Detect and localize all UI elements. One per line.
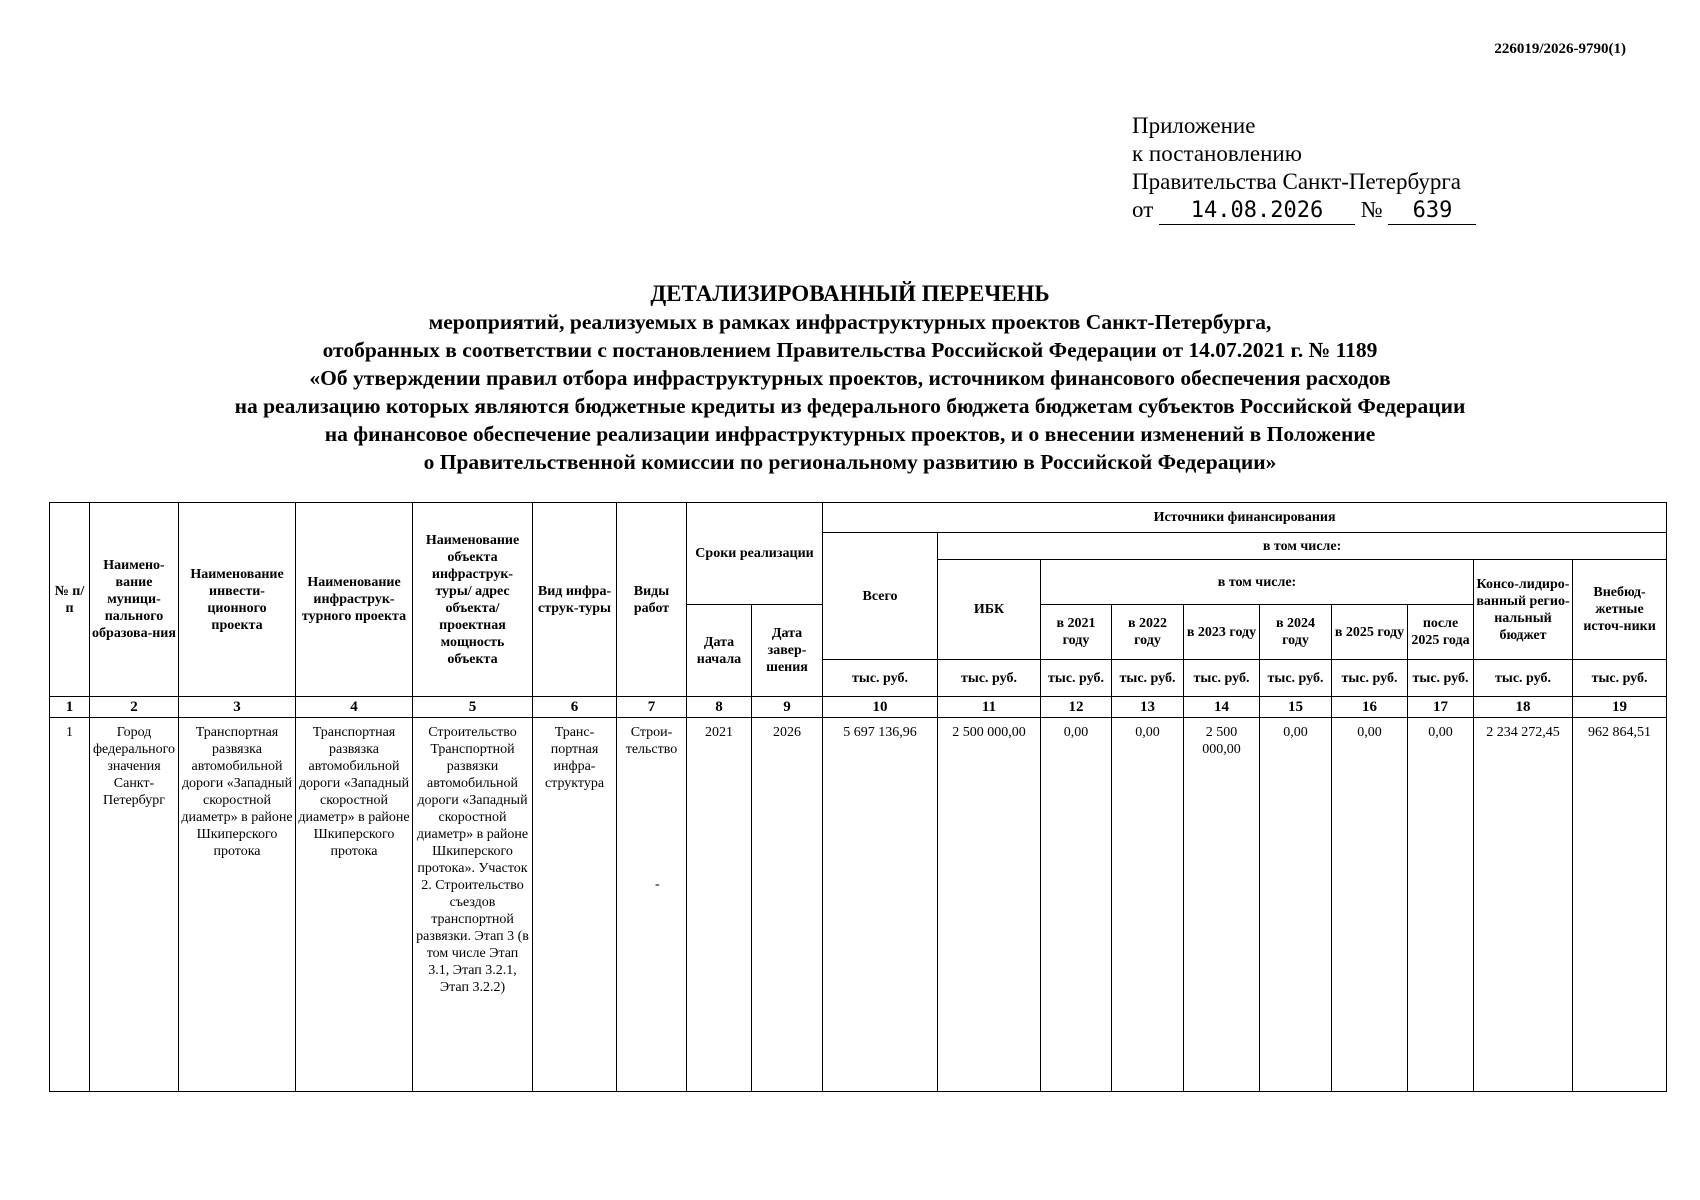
column-number: 9	[752, 697, 823, 718]
stray-mark: -	[655, 877, 660, 892]
unit-cell: тыс. руб.	[1112, 660, 1184, 697]
header-after-2025: после 2025 года	[1408, 605, 1474, 660]
cell-work-types: Строи-тельство	[617, 718, 687, 1092]
header-infra-project: Наименование инфраструк-турного проекта	[296, 503, 413, 697]
column-number: 6	[533, 697, 617, 718]
cell-extrabudget: 962 864,51	[1573, 718, 1667, 1092]
unit-cell: тыс. руб.	[823, 660, 938, 697]
column-number: 17	[1408, 697, 1474, 718]
column-number: 18	[1474, 697, 1573, 718]
header-year-2021: в 2021 году	[1041, 605, 1112, 660]
header-total: Всего	[823, 533, 938, 660]
document-registration-number: 226019/2026-9790(1)	[1494, 41, 1626, 57]
unit-cell: тыс. руб.	[938, 660, 1041, 697]
column-number: 5	[413, 697, 533, 718]
cell-consolidated: 2 234 272,45	[1474, 718, 1573, 1092]
header-including: в том числе:	[938, 533, 1667, 560]
header-extrabudget: Внебюд-жетные источ-ники	[1573, 560, 1667, 660]
appendix-date-line	[1132, 196, 1476, 225]
unit-cell: тыс. руб.	[1408, 660, 1474, 697]
column-number: 3	[179, 697, 296, 718]
column-number: 15	[1260, 697, 1332, 718]
header-start-date: Дата начала	[687, 605, 752, 697]
heading-line-1: мероприятий, реализуемых в рамках инфраструктурных проектов Санкт-Петербурга,	[428, 310, 1272, 334]
resolution-date: 14.08.2026	[1159, 198, 1355, 225]
cell-year-2025: 0,00	[1332, 718, 1408, 1092]
unit-cell: тыс. руб.	[1041, 660, 1112, 697]
cell-year-2022: 0,00	[1112, 718, 1184, 1092]
header-year-2024: в 2024 году	[1260, 605, 1332, 660]
document-heading	[40, 280, 1660, 476]
header-infra-object: Наименование объекта инфраструк-туры/ адрес объекта/ проектная мощность объекта	[413, 503, 533, 697]
unit-cell: тыс. руб.	[1260, 660, 1332, 697]
header-municipality: Наимено-вание муници-пального образова-ния	[90, 503, 179, 697]
cell-num: 1	[50, 718, 90, 1092]
cell-year-2024: 0,00	[1260, 718, 1332, 1092]
cell-municipality: Город федерального значения Санкт-Петербург	[90, 718, 179, 1092]
document-title: ДЕТАЛИЗИРОВАННЫЙ ПЕРЕЧЕНЬ	[650, 281, 1050, 306]
column-number: 4	[296, 697, 413, 718]
column-number: 1	[50, 697, 90, 718]
appendix-block	[1132, 112, 1476, 225]
heading-line-4: на реализацию которых являются бюджетные кредиты из федерального бюджета бюджетам субъектов Российской Федерации	[234, 394, 1466, 418]
column-number: 12	[1041, 697, 1112, 718]
cell-start-date: 2021	[687, 718, 752, 1092]
unit-cell: тыс. руб.	[1474, 660, 1573, 697]
cell-after-2025: 0,00	[1408, 718, 1474, 1092]
header-investment-project: Наименование инвести-ционного проекта	[179, 503, 296, 697]
column-number: 16	[1332, 697, 1408, 718]
header-work-types: Виды работ	[617, 503, 687, 697]
column-number: 10	[823, 697, 938, 718]
heading-line-3: «Об утверждении правил отбора инфраструктурных проектов, источником финансового обеспечения расходов	[309, 366, 1391, 390]
cell-ibk: 2 500 000,00	[938, 718, 1041, 1092]
column-number: 14	[1184, 697, 1260, 718]
header-consolidated: Консо-лидиро-ванный регио-нальный бюджет	[1474, 560, 1573, 660]
header-num: № п/п	[50, 503, 90, 697]
header-end-date: Дата завер-шения	[752, 605, 823, 697]
number-label: №	[1360, 197, 1383, 222]
unit-cell: тыс. руб.	[1332, 660, 1408, 697]
heading-line-5: на финансовое обеспечение реализации инфраструктурных проектов, и о внесении изменений в Положение	[324, 422, 1376, 446]
header-terms: Сроки реализации	[687, 503, 823, 605]
column-number: 13	[1112, 697, 1184, 718]
cell-year-2023: 2 500 000,00	[1184, 718, 1260, 1092]
cell-investment-project: Транспортная развязка автомобильной дороги «Западный скоростной диаметр» в районе Шкиперского протока	[179, 718, 296, 1092]
cell-infra-project: Транспортная развязка автомобильной дороги «Западный скоростной диаметр» в районе Шкиперского протока	[296, 718, 413, 1092]
header-infra-type: Вид инфра-струк-туры	[533, 503, 617, 697]
appendix-line-2: к постановлению	[1132, 141, 1302, 166]
heading-line-2: отобранных в соответствии с постановлением Правительства Российской Федерации от 14.07.2021 г. № 1189	[322, 338, 1378, 362]
header-year-2025: в 2025 году	[1332, 605, 1408, 660]
column-number: 8	[687, 697, 752, 718]
cell-total: 5 697 136,96	[823, 718, 938, 1092]
column-number: 7	[617, 697, 687, 718]
unit-cell: тыс. руб.	[1184, 660, 1260, 697]
cell-infra-type: Транс-портная инфра-структура	[533, 718, 617, 1092]
cell-end-date: 2026	[752, 718, 823, 1092]
header-including-ibk: в том числе:	[1041, 560, 1474, 605]
column-number: 19	[1573, 697, 1667, 718]
cell-year-2021: 0,00	[1041, 718, 1112, 1092]
column-number: 11	[938, 697, 1041, 718]
from-label: от	[1132, 197, 1154, 222]
resolution-number: 639	[1388, 198, 1476, 225]
unit-cell: тыс. руб.	[1573, 660, 1667, 697]
table-row	[50, 718, 1667, 1092]
cell-infra-object: Строительство Транспортной развязки автомобильной дороги «Западный скоростной диаметр» в районе Шкиперского протока». Участок 2. Строительство съездов транспортной развязки. Этап 3 (в том числе Этап 3.1, Этап 3.2.1, Этап 3.2.2)	[413, 718, 533, 1092]
header-ibk: ИБК	[938, 560, 1041, 660]
heading-line-6: о Правительственной комиссии по региональному развитию в Российской Федерации»	[423, 450, 1277, 474]
column-number: 2	[90, 697, 179, 718]
measures-table	[49, 502, 1667, 1092]
header-year-2023: в 2023 году	[1184, 605, 1260, 660]
appendix-line-3: Правительства Санкт-Петербурга	[1132, 169, 1461, 194]
header-year-2022: в 2022 году	[1112, 605, 1184, 660]
header-funding-sources: Источники финансирования	[823, 503, 1667, 533]
appendix-line-1: Приложение	[1132, 113, 1256, 138]
